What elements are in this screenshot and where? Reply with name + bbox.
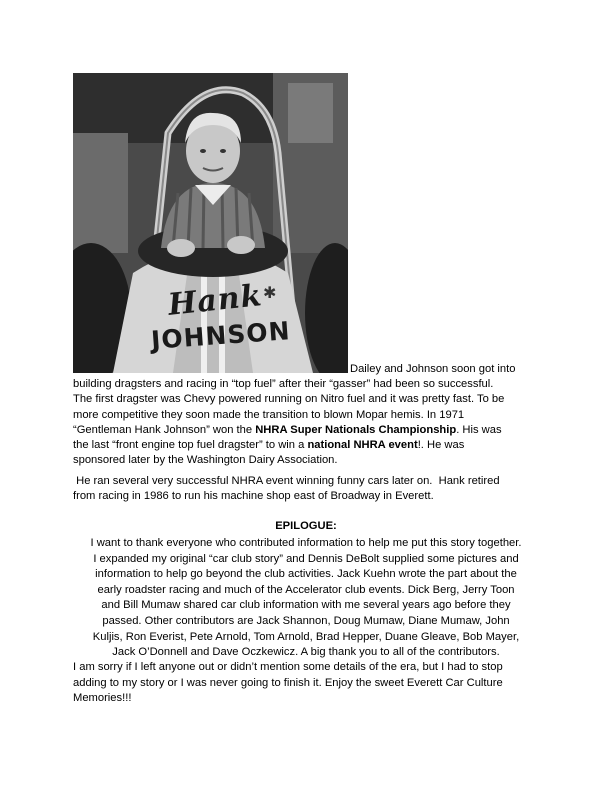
championship-emphasis: NHRA Super Nationals Championship: [255, 423, 457, 436]
photo-name-script: Hank: [166, 278, 264, 323]
closing-line: I am sorry if I left anyone out or didn’t mention some details of the era, but I had to stop: [73, 661, 503, 673]
story-line: [73, 423, 543, 438]
story-caption-start: Dailey and Johnson soon got into: [350, 363, 516, 375]
epilogue-line: and Bill Mumaw shared car club information with me several years ago before they: [101, 599, 511, 612]
epilogue-heading: EPILOGUE:: [275, 520, 337, 532]
epilogue-body: [73, 536, 539, 661]
epilogue-line: I expanded my original “car club story” and Dennis DeBolt supplied some pictures and: [93, 552, 519, 565]
driver-photo: [73, 73, 348, 373]
story-text: “Gentleman Hank Johnson” won the: [73, 423, 256, 436]
story-line: [73, 438, 543, 453]
epilogue-line: early roadster racing and much of the Accelerator club events. Dick Berg, Jerry Toon: [97, 583, 515, 596]
epilogue-line: Jack O’Donnell and Dave Oczkewicz. A big thank you to all of the contributors.: [112, 646, 500, 659]
story-line: more competitive they soon made the transition to blown Mopar hemis. In 1971: [73, 408, 465, 421]
story-paragraph-1: [73, 377, 543, 469]
story-line: sponsored later by the Washington Dairy Association.: [73, 454, 338, 467]
svg-text:✱: ✱: [263, 283, 277, 302]
photo-name-block: JOHNSON: [150, 316, 292, 355]
closing-line: adding to my story or I was never going to finish it. Enjoy the sweet Everett Car Culture: [73, 676, 503, 689]
story-paragraph-2: [73, 474, 543, 505]
story-text: the last “front engine top fuel dragster” to win a: [73, 439, 308, 452]
story-line: building dragsters and racing in “top fuel” after their “gasser” had been so successful.: [73, 378, 494, 390]
closing-line: Memories!!!: [73, 692, 132, 705]
epilogue-line: I want to thank everyone who contributed information to help me put this story together.: [90, 537, 522, 549]
story-line: He ran several very successful NHRA event winning funny cars later on. Hank retired: [73, 475, 500, 487]
event-emphasis: national NHRA event: [307, 439, 418, 452]
closing-paragraph: [73, 660, 543, 707]
story-text: . His was: [456, 423, 502, 436]
story-text: !. He was: [417, 439, 465, 452]
epilogue-line: passed. Other contributors are Jack Shannon, Doug Mumaw, Diane Mumaw, John: [102, 614, 510, 627]
story-line: from racing in 1986 to run his machine shop east of Broadway in Everett.: [73, 490, 434, 503]
story-line: The first dragster was Chevy powered running on Nitro fuel and it was pretty fast. To be: [73, 393, 505, 406]
epilogue-line: information to help go beyond the club activities. Jack Kuehn wrote the part about the: [95, 568, 517, 581]
epilogue-line: Kuljis, Ron Everist, Pete Arnold, Tom Arnold, Brad Hepper, Duane Gleave, Bob Mayer,: [92, 630, 520, 643]
